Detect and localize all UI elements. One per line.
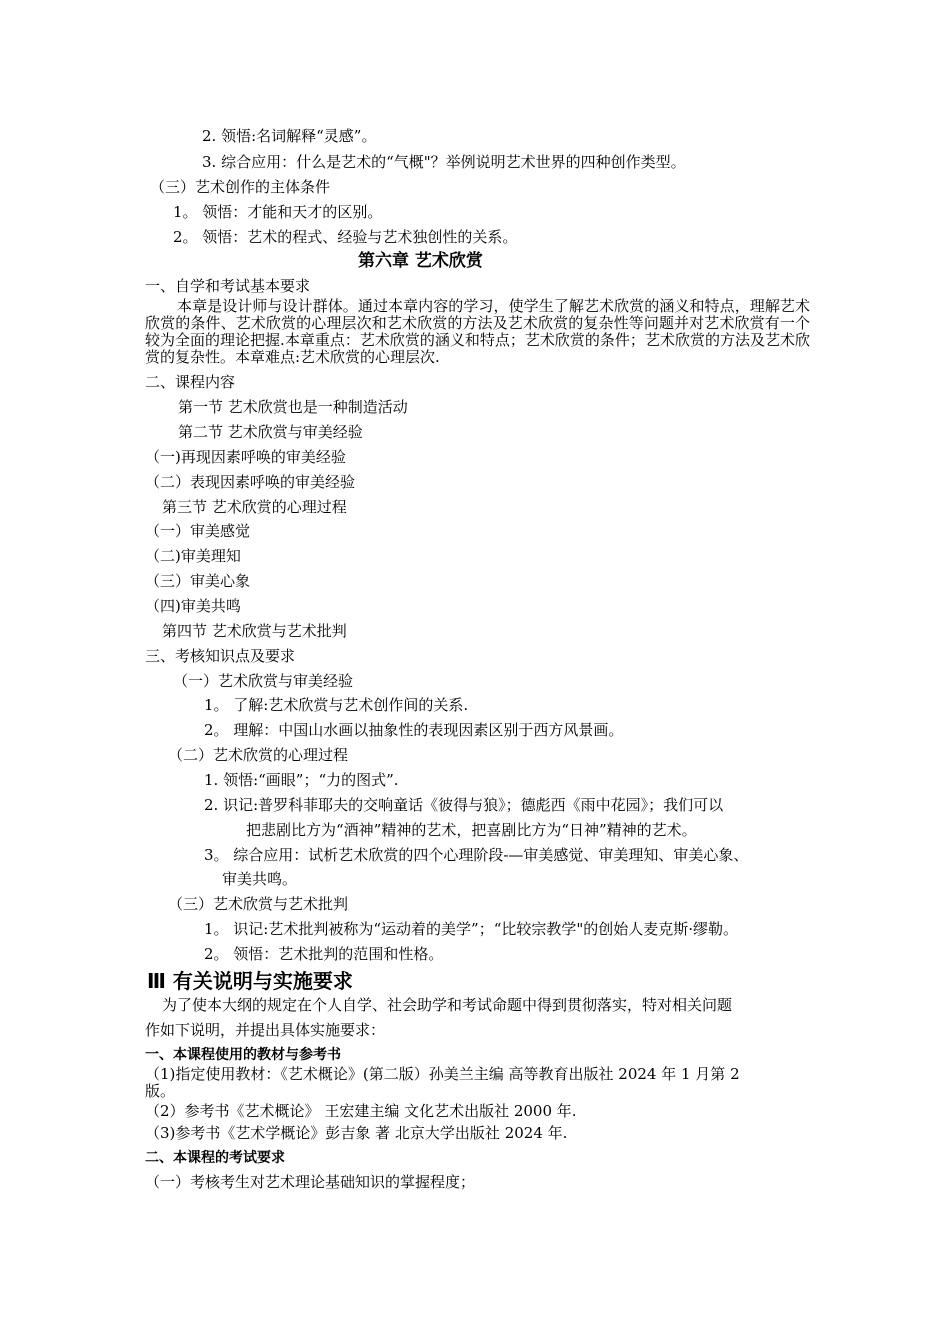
list-item-continuation: 审美共鸣。 [222,870,298,888]
list-item: 3。 综合应用：试析艺术欣赏的四个心理阶段-—审美感觉、审美理知、审美心象、 [204,846,749,864]
list-item: 第三节 艺术欣赏的心理过程 [162,498,347,516]
list-item: （二）表现因素呼唤的审美经验 [145,473,356,491]
section-heading: 一、自学和考试基本要求 [145,277,311,295]
section-heading: 二、本课程的考试要求 [145,1150,285,1166]
list-item: （一）艺术欣赏与审美经验 [173,672,354,690]
list-item: 第四节 艺术欣赏与艺术批判 [162,622,347,640]
text-line: 2。 领悟：艺术的程式、经验与艺术独创性的关系。 [173,228,518,246]
list-item: 2。 领悟：艺术批判的范围和性格。 [204,945,444,963]
list-item: 1. 领悟:“画眼”；“力的图式”. [204,771,399,789]
list-item: （一）审美感觉 [145,522,251,540]
list-item: 2。 理解：中国山水画以抽象性的表现因素区别于西方风景画。 [204,721,624,739]
list-item: 2. 识记:普罗科菲耶夫的交响童话《彼得与狼》；德彪西《雨中花园》；我们可以 [204,796,724,814]
list-item: （一)再现因素呼唤的审美经验 [145,448,346,466]
section-heading: 三、考核知识点及要求 [145,647,296,665]
list-item: （1)指定使用教材：《艺术概论》(第二版）孙美兰主编 高等教育出版社 2024 年 1 月第 2 [145,1065,740,1083]
text-line: 2. 领悟:名词解释“灵感”。 [202,127,377,145]
list-item: （二）艺术欣赏的心理过程 [168,746,349,764]
text-line: 作如下说明，并提出具体实施要求： [145,1021,386,1039]
list-item: （三）审美心象 [145,572,251,590]
list-item: 第二节 艺术欣赏与审美经验 [178,423,363,441]
text-line: 1。 领悟：才能和天才的区别。 [173,203,383,221]
list-item-continuation: 版。 [145,1082,176,1100]
list-item: （三）艺术欣赏与艺术批判 [168,895,349,913]
list-item: （3)参考书《艺术学概论》彭吉象 著 北京大学出版社 2024 年. [145,1124,568,1142]
chapter-title: 第六章 艺术欣赏 [358,251,483,271]
chapter-summary-paragraph: 本章是设计师与设计群体。通过本章内容的学习，使学生了解艺术欣赏的涵义和特点，理解艺术欣赏的条件、艺术欣赏的心理层次和艺术欣赏的方法及艺术欣赏的复杂性等问题并对艺术欣赏有一个较为全面的理论把握.本章重点：艺术欣赏的涵义和特点；艺术欣赏的条件；艺术欣赏的方法及艺术欣赏的复杂性。本章难点:艺术欣赏的心理层次. [145,297,810,366]
list-item: （一）考核考生对艺术理论基础知识的掌握程度； [145,1173,476,1191]
text-line: （三）艺术创作的主体条件 [150,178,331,196]
list-item: （二)审美理知 [145,547,241,565]
text-line: 3. 综合应用：什么是艺术的“气概"？举例说明艺术世界的四种创作类型。 [202,153,686,171]
text-line: 为了使本大纲的规定在个人自学、社会助学和考试命题中得到贯彻落实，特对相关问题 [162,996,733,1014]
part-title: Ⅲ 有关说明与实施要求 [147,969,353,993]
list-item: 1。 识记:艺术批判被称为“运动着的美学”；“比较宗教学"的创始人麦克斯·缪勒。 [204,920,739,938]
list-item: 1。 了解:艺术欣赏与艺术创作间的关系. [204,696,469,714]
section-heading: 一、本课程使用的教材与参考书 [145,1047,341,1063]
list-item: （2）参考书《艺术概论》 王宏建主编 文化艺术出版社 2000 年. [145,1102,577,1120]
list-item: （四)审美共鸣 [145,597,241,615]
list-item: 第一节 艺术欣赏也是一种制造活动 [178,398,408,416]
section-heading: 二、课程内容 [145,373,236,391]
list-item-continuation: 把悲剧比方为“酒神”精神的艺术，把喜剧比方为“日神”精神的艺术。 [246,821,697,839]
